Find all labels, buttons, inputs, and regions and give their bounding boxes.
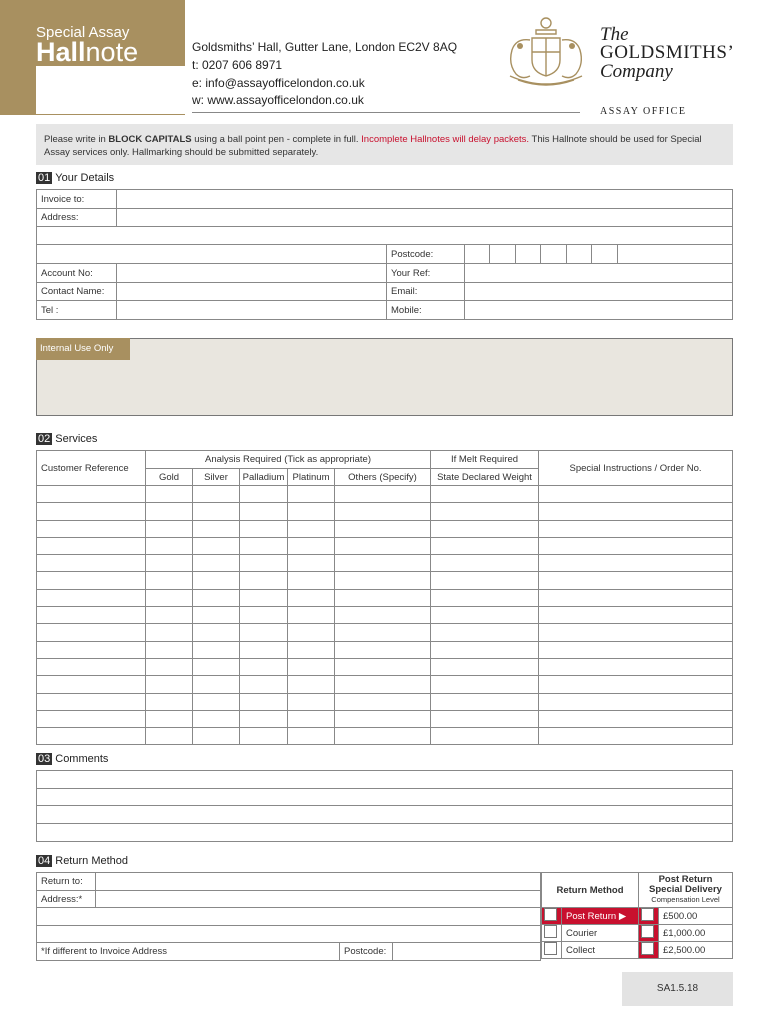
- return-to-label: Return to:: [37, 873, 96, 891]
- services-entry-cell[interactable]: [193, 693, 240, 710]
- address-field-line2[interactable]: [37, 227, 733, 245]
- level-1000-checkbox[interactable]: [641, 925, 654, 938]
- declared-weight-header: State Declared Weight: [431, 469, 539, 486]
- services-entry-cell[interactable]: [37, 641, 146, 658]
- post-return-option[interactable]: [542, 908, 562, 925]
- services-entry-cell[interactable]: [335, 486, 431, 503]
- services-entry-cell[interactable]: [288, 676, 335, 693]
- services-entry-cell[interactable]: [240, 693, 288, 710]
- services-entry-row: [37, 520, 733, 537]
- level-2500-option[interactable]: [639, 942, 659, 959]
- postcode-label: Postcode:: [387, 245, 465, 264]
- office-phone: t: 0207 606 8971: [192, 58, 283, 72]
- services-entry-row: [37, 503, 733, 520]
- services-entry-cell[interactable]: [37, 537, 146, 554]
- section-services: 02 Services: [38, 433, 98, 445]
- services-entry-cell[interactable]: [193, 710, 240, 727]
- postcode-box[interactable]: [618, 245, 733, 264]
- brand-company: Company: [600, 61, 673, 82]
- return-method-table: [541, 872, 733, 959]
- services-entry-cell[interactable]: [288, 710, 335, 727]
- services-entry-cell[interactable]: [431, 710, 539, 727]
- form-title: Hallnote: [36, 37, 139, 67]
- services-entry-row: [37, 486, 733, 503]
- services-entry-cell[interactable]: [193, 676, 240, 693]
- services-entry-cell[interactable]: [431, 728, 539, 745]
- services-entry-cell[interactable]: [431, 486, 539, 503]
- comments-table: [36, 770, 733, 842]
- courier-checkbox[interactable]: [544, 925, 557, 938]
- services-entry-cell[interactable]: [240, 486, 288, 503]
- services-entry-row: [37, 572, 733, 589]
- services-entry-cell[interactable]: [335, 555, 431, 572]
- services-entry-cell[interactable]: [539, 589, 733, 606]
- others-header: Others (Specify): [335, 469, 431, 486]
- services-entry-cell[interactable]: [193, 658, 240, 675]
- services-entry-cell[interactable]: [539, 710, 733, 727]
- services-entry-row: [37, 589, 733, 606]
- gold-header: Gold: [146, 469, 193, 486]
- services-entry-cell[interactable]: [193, 607, 240, 624]
- services-entry-cell[interactable]: [37, 693, 146, 710]
- form-subtitle: Special Assay: [36, 24, 130, 41]
- services-entry-cell[interactable]: [240, 676, 288, 693]
- services-entry-cell[interactable]: [431, 676, 539, 693]
- services-entry-cell[interactable]: [539, 658, 733, 675]
- postcode-box[interactable]: [490, 245, 516, 264]
- return-method-header: Return Method: [542, 873, 639, 908]
- your-ref-field[interactable]: [465, 264, 733, 283]
- services-entry-cell[interactable]: [146, 537, 193, 554]
- services-entry-row: [37, 658, 733, 675]
- invoice-to-field[interactable]: [117, 190, 733, 209]
- services-entry-cell[interactable]: [335, 658, 431, 675]
- services-entry-cell[interactable]: [146, 658, 193, 675]
- services-entry-row: [37, 728, 733, 745]
- email-field[interactable]: [465, 283, 733, 301]
- services-entry-cell[interactable]: [288, 537, 335, 554]
- collect-label: Collect: [562, 942, 639, 959]
- services-entry-cell[interactable]: [288, 624, 335, 641]
- services-entry-cell[interactable]: [37, 555, 146, 572]
- level-2500-checkbox[interactable]: [641, 942, 654, 955]
- level-2500-label: £2,500.00: [659, 942, 733, 959]
- form-reference: SA1.5.18: [622, 972, 733, 1006]
- services-entry-cell[interactable]: [288, 589, 335, 606]
- services-entry-cell[interactable]: [335, 607, 431, 624]
- address-field-line3[interactable]: [37, 245, 387, 264]
- services-entry-cell[interactable]: [539, 607, 733, 624]
- services-entry-cell[interactable]: [288, 693, 335, 710]
- courier-label: Courier: [562, 925, 639, 942]
- post-return-header: Post Return Special Delivery Compensation Level: [639, 873, 733, 908]
- services-entry-row: [37, 537, 733, 554]
- services-entry-cell[interactable]: [193, 624, 240, 641]
- services-entry-cell[interactable]: [193, 503, 240, 520]
- services-entry-cell[interactable]: [37, 486, 146, 503]
- services-entry-cell[interactable]: [288, 503, 335, 520]
- services-entry-cell[interactable]: [539, 624, 733, 641]
- postcode-box[interactable]: [541, 245, 567, 264]
- services-entry-cell[interactable]: [37, 710, 146, 727]
- postcode-box[interactable]: [516, 245, 541, 264]
- services-entry-cell[interactable]: [193, 486, 240, 503]
- arrow-right-icon: ▶: [618, 910, 627, 922]
- comments-line[interactable]: [37, 789, 733, 806]
- your-ref-label: Your Ref:: [387, 264, 465, 283]
- level-500-label: £500.00: [659, 908, 733, 925]
- office-website: w: www.assayofficelondon.co.uk: [192, 93, 364, 107]
- comments-line[interactable]: [37, 771, 733, 789]
- brand-the: The: [600, 24, 629, 45]
- services-entry-cell[interactable]: [240, 572, 288, 589]
- services-entry-cell[interactable]: [146, 676, 193, 693]
- comments-line[interactable]: [37, 824, 733, 842]
- services-entry-cell[interactable]: [431, 624, 539, 641]
- services-entry-cell[interactable]: [431, 537, 539, 554]
- level-1000-option[interactable]: [639, 925, 659, 942]
- services-entry-cell[interactable]: [240, 555, 288, 572]
- platinum-header: Platinum: [288, 469, 335, 486]
- email-label: Email:: [387, 283, 465, 301]
- services-entry-cell[interactable]: [37, 520, 146, 537]
- services-entry-cell[interactable]: [539, 486, 733, 503]
- services-table: [36, 450, 733, 745]
- address-field-line1[interactable]: [117, 209, 733, 227]
- services-entry-row: [37, 676, 733, 693]
- services-entry-cell[interactable]: [431, 520, 539, 537]
- services-entry-cell[interactable]: [288, 572, 335, 589]
- services-entry-cell[interactable]: [335, 710, 431, 727]
- services-entry-cell[interactable]: [539, 572, 733, 589]
- services-entry-cell[interactable]: [146, 710, 193, 727]
- services-entry-cell[interactable]: [240, 607, 288, 624]
- services-entry-cell[interactable]: [288, 486, 335, 503]
- services-entry-cell[interactable]: [240, 658, 288, 675]
- services-entry-cell[interactable]: [240, 624, 288, 641]
- services-entry-cell[interactable]: [146, 607, 193, 624]
- level-1000-label: £1,000.00: [659, 925, 733, 942]
- services-entry-cell[interactable]: [240, 728, 288, 745]
- services-entry-cell[interactable]: [335, 641, 431, 658]
- services-entry-cell[interactable]: [335, 589, 431, 606]
- customer-reference-header: Customer Reference: [37, 451, 146, 486]
- services-entry-cell[interactable]: [240, 503, 288, 520]
- collect-checkbox[interactable]: [544, 942, 557, 955]
- account-no-label: Account No:: [37, 264, 117, 283]
- post-return-label: Post Return ▶: [562, 908, 639, 925]
- invoice-to-label: Invoice to:: [37, 190, 117, 209]
- services-entry-cell[interactable]: [240, 589, 288, 606]
- return-postcode-field[interactable]: [393, 943, 541, 961]
- services-entry-cell[interactable]: [335, 624, 431, 641]
- section-your-details: 01 Your Details: [38, 172, 115, 184]
- services-entry-cell[interactable]: [146, 641, 193, 658]
- account-no-field[interactable]: [117, 264, 387, 283]
- services-entry-cell[interactable]: [288, 641, 335, 658]
- services-entry-cell[interactable]: [335, 503, 431, 520]
- postcode-box[interactable]: [465, 245, 490, 264]
- services-entry-cell[interactable]: [193, 537, 240, 554]
- contact-name-label: Contact Name:: [37, 283, 117, 301]
- services-entry-cell[interactable]: [240, 710, 288, 727]
- services-entry-cell[interactable]: [37, 607, 146, 624]
- services-entry-cell[interactable]: [335, 728, 431, 745]
- services-entry-row: [37, 693, 733, 710]
- services-entry-cell[interactable]: [431, 589, 539, 606]
- tel-field[interactable]: [117, 301, 387, 320]
- services-entry-row: [37, 641, 733, 658]
- services-entry-row: [37, 624, 733, 641]
- services-entry-cell[interactable]: [193, 520, 240, 537]
- services-entry-cell[interactable]: [146, 624, 193, 641]
- special-instructions-header: Special Instructions / Order No.: [539, 451, 733, 486]
- services-entry-cell[interactable]: [431, 693, 539, 710]
- services-entry-cell[interactable]: [431, 555, 539, 572]
- services-entry-cell[interactable]: [539, 676, 733, 693]
- title-block-inset: [36, 66, 185, 114]
- services-entry-cell[interactable]: [146, 693, 193, 710]
- coat-of-arms-icon: [500, 14, 592, 90]
- services-entry-cell[interactable]: [37, 589, 146, 606]
- return-address-line2[interactable]: [37, 908, 541, 926]
- services-entry-cell[interactable]: [37, 624, 146, 641]
- services-entry-cell[interactable]: [193, 728, 240, 745]
- services-entry-cell[interactable]: [539, 503, 733, 520]
- different-address-footnote: *If different to Invoice Address: [37, 943, 340, 961]
- services-entry-cell[interactable]: [431, 641, 539, 658]
- services-entry-cell[interactable]: [193, 572, 240, 589]
- services-entry-cell[interactable]: [539, 728, 733, 745]
- services-entry-cell[interactable]: [288, 555, 335, 572]
- tel-label: Tel :: [37, 301, 117, 320]
- services-entry-cell[interactable]: [335, 520, 431, 537]
- services-entry-cell[interactable]: [335, 537, 431, 554]
- silver-header: Silver: [193, 469, 240, 486]
- return-address-line1[interactable]: [96, 891, 541, 908]
- post-return-checkbox[interactable]: [544, 908, 557, 921]
- mobile-field[interactable]: [465, 301, 733, 320]
- services-entry-cell[interactable]: [539, 641, 733, 658]
- postcode-box[interactable]: [567, 245, 592, 264]
- services-entry-cell[interactable]: [288, 658, 335, 675]
- services-entry-cell[interactable]: [146, 520, 193, 537]
- services-entry-cell[interactable]: [37, 728, 146, 745]
- services-entry-cell[interactable]: [335, 693, 431, 710]
- services-entry-cell[interactable]: [539, 555, 733, 572]
- brand-name: GOLDSMITHS’: [600, 42, 735, 63]
- services-entry-cell[interactable]: [539, 537, 733, 554]
- services-entry-cell[interactable]: [146, 728, 193, 745]
- return-address-label: Address:*: [37, 891, 96, 908]
- section-return-method: 04 Return Method: [38, 855, 129, 867]
- services-entry-row: [37, 710, 733, 727]
- return-address-line3[interactable]: [37, 926, 541, 943]
- services-entry-cell[interactable]: [37, 658, 146, 675]
- melt-required-header: If Melt Required: [431, 451, 539, 469]
- services-entry-cell[interactable]: [146, 486, 193, 503]
- postcode-box[interactable]: [592, 245, 618, 264]
- services-entry-cell[interactable]: [288, 728, 335, 745]
- return-address-table: [36, 872, 541, 961]
- level-500-option[interactable]: [639, 908, 659, 925]
- services-entry-cell[interactable]: [193, 589, 240, 606]
- services-entry-cell[interactable]: [288, 520, 335, 537]
- section-comments: 03 Comments: [38, 753, 109, 765]
- services-entry-row: [37, 607, 733, 624]
- services-entry-cell[interactable]: [37, 676, 146, 693]
- services-entry-cell[interactable]: [240, 641, 288, 658]
- services-entry-cell[interactable]: [37, 503, 146, 520]
- services-entry-row: [37, 555, 733, 572]
- services-entry-cell[interactable]: [539, 693, 733, 710]
- services-entry-cell[interactable]: [146, 589, 193, 606]
- services-entry-cell[interactable]: [335, 572, 431, 589]
- level-500-checkbox[interactable]: [641, 908, 654, 921]
- office-email: e: info@assayofficelondon.co.uk: [192, 76, 365, 90]
- services-entry-cell[interactable]: [335, 676, 431, 693]
- services-entry-cell[interactable]: [431, 607, 539, 624]
- services-entry-cell[interactable]: [539, 520, 733, 537]
- analysis-required-header: Analysis Required (Tick as appropriate): [146, 451, 431, 469]
- services-entry-cell[interactable]: [431, 658, 539, 675]
- your-details-table: [36, 189, 733, 320]
- assay-office-label: ASSAY OFFICE: [600, 106, 687, 117]
- services-entry-cell[interactable]: [146, 555, 193, 572]
- address-label: Address:: [37, 209, 117, 227]
- services-entry-cell[interactable]: [193, 555, 240, 572]
- internal-use-box: [36, 338, 733, 416]
- collect-option[interactable]: [542, 942, 562, 959]
- services-entry-cell[interactable]: [146, 503, 193, 520]
- services-entry-cell[interactable]: [240, 537, 288, 554]
- office-address: Goldsmiths’ Hall, Gutter Lane, London EC2V 8AQ: [192, 40, 458, 54]
- services-entry-cell[interactable]: [240, 520, 288, 537]
- services-entry-cell[interactable]: [146, 572, 193, 589]
- courier-option[interactable]: [542, 925, 562, 942]
- palladium-header: Palladium: [240, 469, 288, 486]
- contact-name-field[interactable]: [117, 283, 387, 301]
- return-postcode-label: Postcode:: [340, 943, 393, 961]
- comments-line[interactable]: [37, 806, 733, 824]
- services-entry-cell[interactable]: [37, 572, 146, 589]
- services-entry-cell[interactable]: [431, 503, 539, 520]
- mobile-label: Mobile:: [387, 301, 465, 320]
- services-entry-cell[interactable]: [288, 607, 335, 624]
- internal-use-label: Internal Use Only: [36, 338, 130, 360]
- services-entry-cell[interactable]: [431, 572, 539, 589]
- header-divider: [192, 112, 580, 113]
- instructions-notice: Please write in BLOCK CAPITALS using a ball point pen - complete in full. Incomplete Hallnotes will delay packets. This Hallnote should be used for Special Assay services only. Hallmarking should be submitted separately.: [36, 124, 733, 165]
- services-entry-cell[interactable]: [193, 641, 240, 658]
- return-to-field[interactable]: [96, 873, 541, 891]
